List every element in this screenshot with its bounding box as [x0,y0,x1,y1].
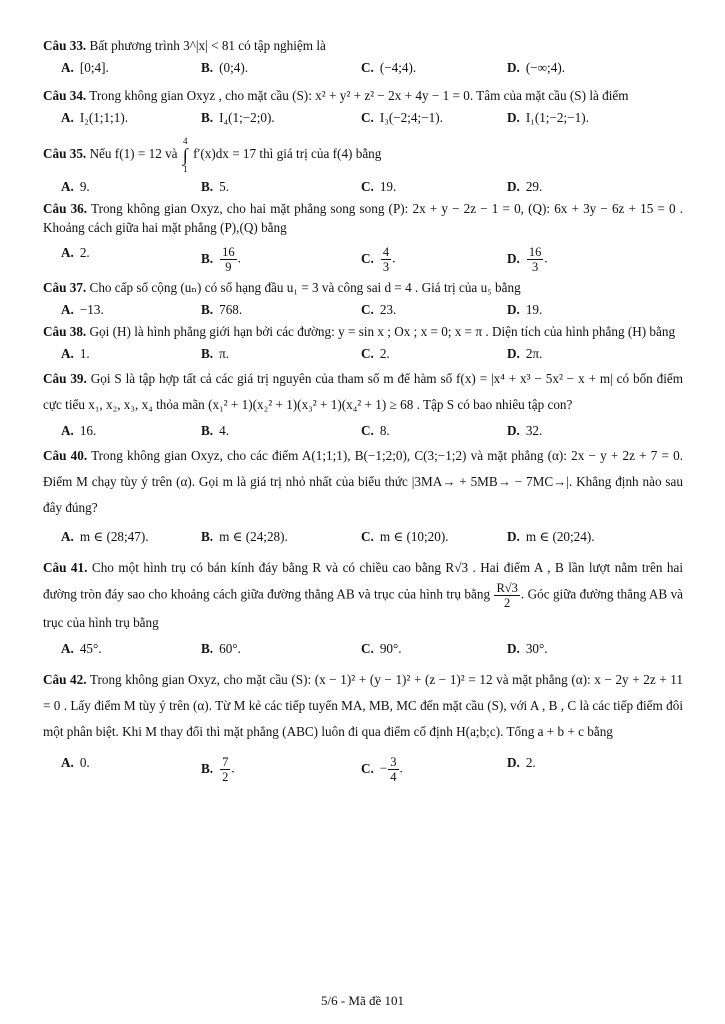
options-42 [43,755,683,784]
options-41 [43,641,683,657]
option-c[interactable]: C. 2. [361,346,390,361]
option-b[interactable]: B. π. [201,346,230,361]
question-text: Cho cấp số cộng (uₙ) có số hạng đầu u₁ = 3 và công sai d = 4 . Giá trị của u₅ bằng [89,280,521,295]
question-text: Trong không gian Oxyz, cho mặt cầu (S): (x − 1)² + (y − 1)² + (z − 1)² = 12 và mặt phẳng (α): x − 2y + 2z + 11 = 0 . Lấy điểm M tùy ý trên (α). Từ M kẻ các tiếp tuyến MA, MB, MC đến mặt cầu (S), với A , B , C là các tiếp điểm đôi một phân biệt. Khi M thay đổi thì mặt phẳng (ABC) luôn đi qua điểm cố định H(a;b;c). Tổng a + b + c bằng [43,672,683,739]
option-d[interactable]: D. 32. [507,423,543,438]
question-42: Câu 42. Trong không gian Oxyz, cho mặt cầu (S): (x − 1)² + (y − 1)² + (z − 1)² = 12 và mặt phẳng (α): x − 2y + 2z + 11 = 0 . Lấy điểm M tùy ý trên (α). Từ M kẻ các tiếp tuyến MA, MB, MC đến mặt cầu (S), với A , B , C là các tiếp điểm đôi một phân biệt. Khi M thay đổi thì mặt phẳng (ABC) luôn đi qua điểm cố định H(a;b;c). Tổng a + b + c bằng [43,672,683,739]
option-d[interactable]: D. $\frac{16}{3}$ . [507,245,548,274]
option-b[interactable]: B. 5. [201,179,229,194]
option-a[interactable]: A. I₂(1;1;1). [61,110,129,125]
question-33: Câu 33. Bất phương trình 3^|x| < 81 có tập nghiệm là [43,38,326,53]
question-40: Câu 40. Trong không gian Oxyz, cho các điểm A(1;1;1), B(−1;2;0), C(3;−1;2) và mặt phẳng (α): 2x − y + 2z + 7 = 0. Điểm M chạy tùy ý trên (α). Gọi m là giá trị nhỏ nhất của biểu thức |3MA→ + 5MB→ − 7MC→|. Khẳng định nào sau đây đúng? [43,448,683,515]
option-b[interactable]: B. 60°. [201,641,241,656]
option-b[interactable]: B. $\frac{7}{2}$ . [201,755,235,784]
option-c[interactable]: C. I₃(−2;4;−1). [361,110,443,125]
option-b[interactable]: B. I₄(1;−2;0). [201,110,275,125]
question-text: Trong không gian Oxyz, cho các điểm A(1;1;1), B(−1;2;0), C(3;−1;2) và mặt phẳng (α): 2x − y + 2z + 7 = 0. Điểm M chạy tùy ý trên (α). Gọi m là giá trị nhỏ nhất của biểu thức |3MA→ + 5MB→ − 7MC→|. Khẳng định nào sau đây đúng? [43,448,683,515]
options-34 [43,110,683,126]
option-c[interactable]: C. − $\frac{3}{4}$ . [361,755,403,784]
options-35 [43,179,683,195]
options-37 [43,302,683,318]
option-a[interactable]: A. m ∈ (28;47). [61,529,149,544]
option-b[interactable]: B. $\frac{16}{9}$ . [201,245,241,274]
options-38 [43,346,683,362]
option-b[interactable]: B. m ∈ (24;28). [201,529,288,544]
option-a[interactable]: A. 16. [61,423,97,438]
options-40 [43,529,683,545]
option-a[interactable]: A. 9. [61,179,90,194]
integral-sign: 4 ∫ 1 [182,136,188,174]
options-33 [43,60,683,76]
option-d[interactable]: D. 19. [507,302,543,317]
options-36 [43,245,683,274]
option-d[interactable]: D. m ∈ (20;24). [507,529,595,544]
question-text: Gọi S là tập hợp tất cả các giá trị nguyên của tham số m để hàm số f(x) = |x⁴ + x³ − 5x² − x + m| có bốn điểm cực tiểu x₁, x₂, x₃, x₄ thỏa mãn (x₁² + 1)(x₂² + 1)(x₃² + 1)(x₄² + 1) ≥ 68 . Tập S có bao nhiêu tập con? [43,371,684,412]
option-d[interactable]: D. (−∞;4). [507,60,566,75]
option-a[interactable]: A. −13. [61,302,104,317]
fraction: $\frac{R√3}{2}$ [496,581,518,610]
option-a[interactable]: A. 1. [61,346,90,361]
option-c[interactable]: C. 19. [361,179,397,194]
option-c[interactable]: C. (−4;4). [361,60,417,75]
option-d[interactable]: D. 30°. [507,641,548,656]
option-a[interactable]: A. 0. [61,755,90,770]
option-a[interactable]: A. 45°. [61,641,102,656]
option-a[interactable]: A. 2. [61,245,90,260]
question-41: Câu 41. Cho một hình trụ có bán kính đáy bằng R và có chiều cao bằng R√3 . Hai điểm A , B lần lượt nằm trên hai đường tròn đáy sao cho khoảng cách giữa đường thẳng AB và trục của hình trụ bằng $\frac{R√3}{2}$ . Góc giữa đường thẳng AB và trục của hình trụ bằng [43,560,684,630]
question-34: Câu 34. Trong không gian Oxyz , cho mặt cầu (S): x² + y² + z² − 2x + 4y − 1 = 0. Tâm của mặt cầu (S) là điểm [43,88,629,103]
option-c[interactable]: C. 90°. [361,641,402,656]
option-d[interactable]: D. 2. [507,755,536,770]
page-footer: 5/6 - Mã đề 101 [320,993,405,1008]
option-d[interactable]: D. I₁(1;−2;−1). [507,110,589,125]
question-35: Câu 35. Nếu f(1) = 12 và 4 ∫ 1 f′(x)dx = 17 thì giá trị của f(4) bằng [43,136,382,174]
option-b[interactable]: B. 4. [201,423,229,438]
option-d[interactable]: D. 2π. [507,346,543,361]
question-text: Trong không gian Oxyz, cho hai mặt phẳng song song (P): 2x + y − 2z − 1 = 0, (Q): 6x + 3y − 6z + 15 = 0 . Khoảng cách giữa hai mặt phẳng (P),(Q) bằng [43,201,684,235]
question-38: Câu 38. Gọi (H) là hình phẳng giới hạn bởi các đường: y = sin x ; Ox ; x = 0; x = π . Diện tích của hình phẳng (H) bằng [43,324,676,339]
option-c[interactable]: C. m ∈ (10;20). [361,529,449,544]
question-text: Trong không gian Oxyz , cho mặt cầu (S): x² + y² + z² − 2x + 4y − 1 = 0. Tâm của mặt cầu (S) là điểm [89,88,629,103]
exam-page [43,36,683,788]
question-text: Bất phương trình 3^|x| < 81 có tập nghiệm là [89,38,326,53]
question-36: Câu 36. Trong không gian Oxyz, cho hai mặt phẳng song song (P): 2x + y − 2z − 1 = 0, (Q): 6x + 3y − 6z + 15 = 0 . Khoảng cách giữa hai mặt phẳng (P),(Q) bằng [43,201,684,235]
option-b[interactable]: B. 768. [201,302,243,317]
options-39 [43,423,683,439]
option-c[interactable]: C. 23. [361,302,397,317]
option-c[interactable]: C. 8. [361,423,390,438]
option-a[interactable]: A. [0;4]. [61,60,109,75]
option-c[interactable]: C. $\frac{4}{3}$ . [361,245,396,274]
question-37: Câu 37. Cho cấp số cộng (uₙ) có số hạng đầu u₁ = 3 và công sai d = 4 . Giá trị của u₅ bằng [43,280,521,295]
option-d[interactable]: D. 29. [507,179,543,194]
option-b[interactable]: B. (0;4). [201,60,249,75]
question-39: Câu 39. Gọi S là tập hợp tất cả các giá trị nguyên của tham số m để hàm số f(x) = |x⁴ + x³ − 5x² − x + m| có bốn điểm cực tiểu x₁, x₂, x₃, x₄ thỏa mãn (x₁² + 1)(x₂² + 1)(x₃² + 1)(x₄² + 1) ≥ 68 . Tập S có bao nhiêu tập con? [43,371,684,412]
question-text: Gọi (H) là hình phẳng giới hạn bởi các đường: y = sin x ; Ox ; x = 0; x = π . Diện tích của hình phẳng (H) bằng [89,324,676,339]
